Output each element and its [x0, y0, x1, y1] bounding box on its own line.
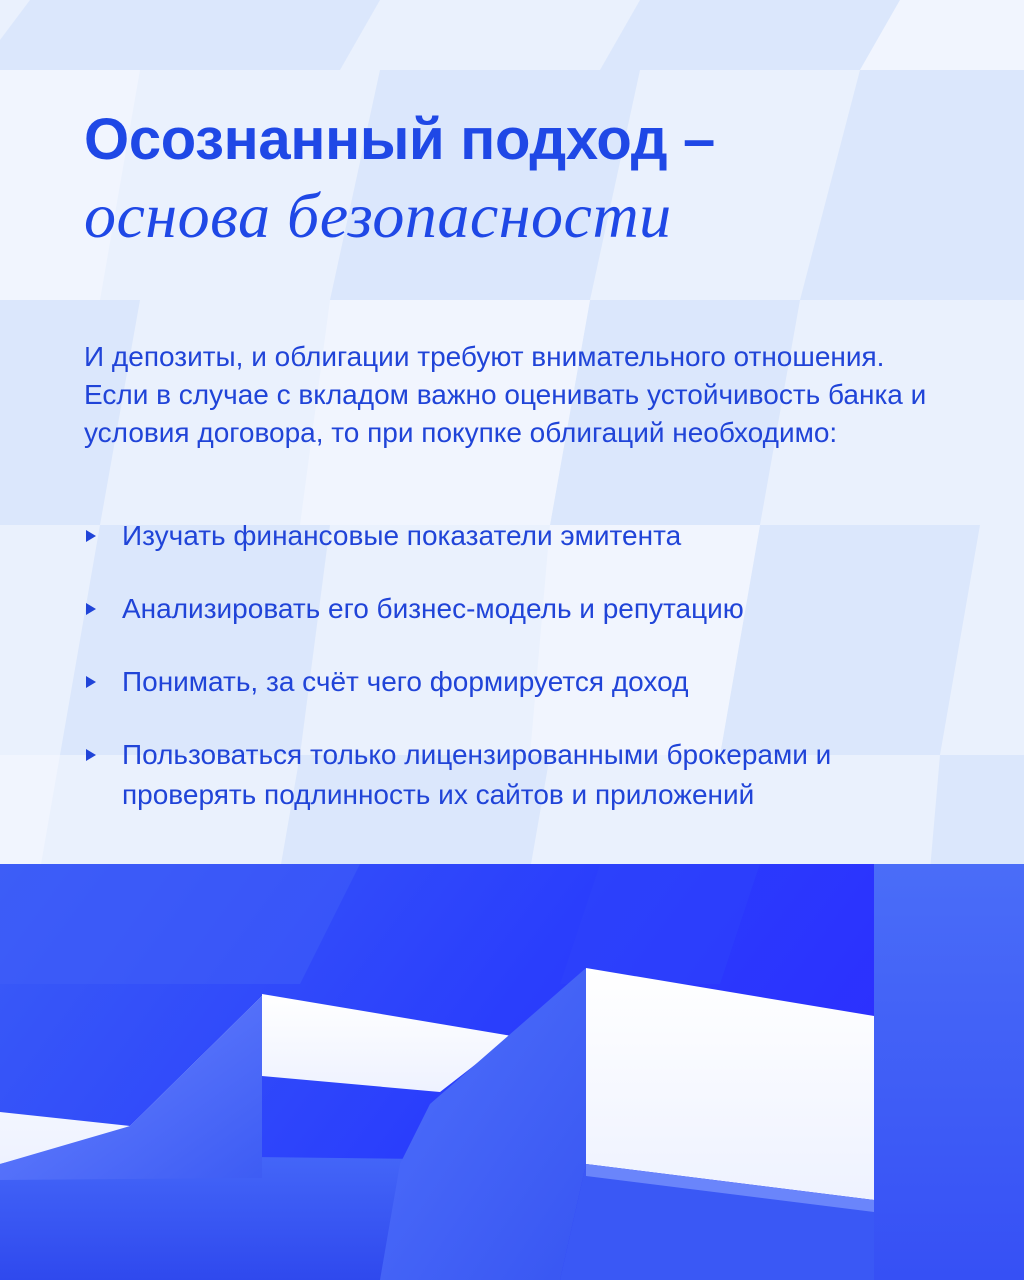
- list-item: [84, 516, 964, 556]
- list-item: [84, 662, 964, 702]
- triangle-bullet-icon: [86, 749, 96, 761]
- page-title: [84, 104, 715, 256]
- bullet-list: [84, 516, 964, 848]
- triangle-bullet-icon: [86, 676, 96, 688]
- intro-paragraph: И депозиты, и облигации требуют внимательного отношения. Если в случае с вкладом важно оценивать устойчивость банка и условия договора, то при покупке облигаций необходимо:: [84, 341, 927, 448]
- bullet-text: Анализировать его бизнес-модель и репутацию: [122, 593, 744, 624]
- triangle-bullet-icon: [86, 603, 96, 615]
- bullet-text: Пользоваться только лицензированными брокерами и проверять подлинность их сайтов и приложений: [122, 739, 832, 810]
- decorative-3d-graphic: [0, 864, 1024, 1280]
- title-line-1: Осознанный подход –: [84, 107, 715, 172]
- list-item: [84, 735, 964, 815]
- bullet-text: Изучать финансовые показатели эмитента: [122, 520, 682, 551]
- triangle-bullet-icon: [86, 530, 96, 542]
- bullet-text: Понимать, за счёт чего формируется доход: [122, 666, 689, 697]
- title-line-2: основа безопасности: [84, 180, 672, 251]
- list-item: [84, 589, 964, 629]
